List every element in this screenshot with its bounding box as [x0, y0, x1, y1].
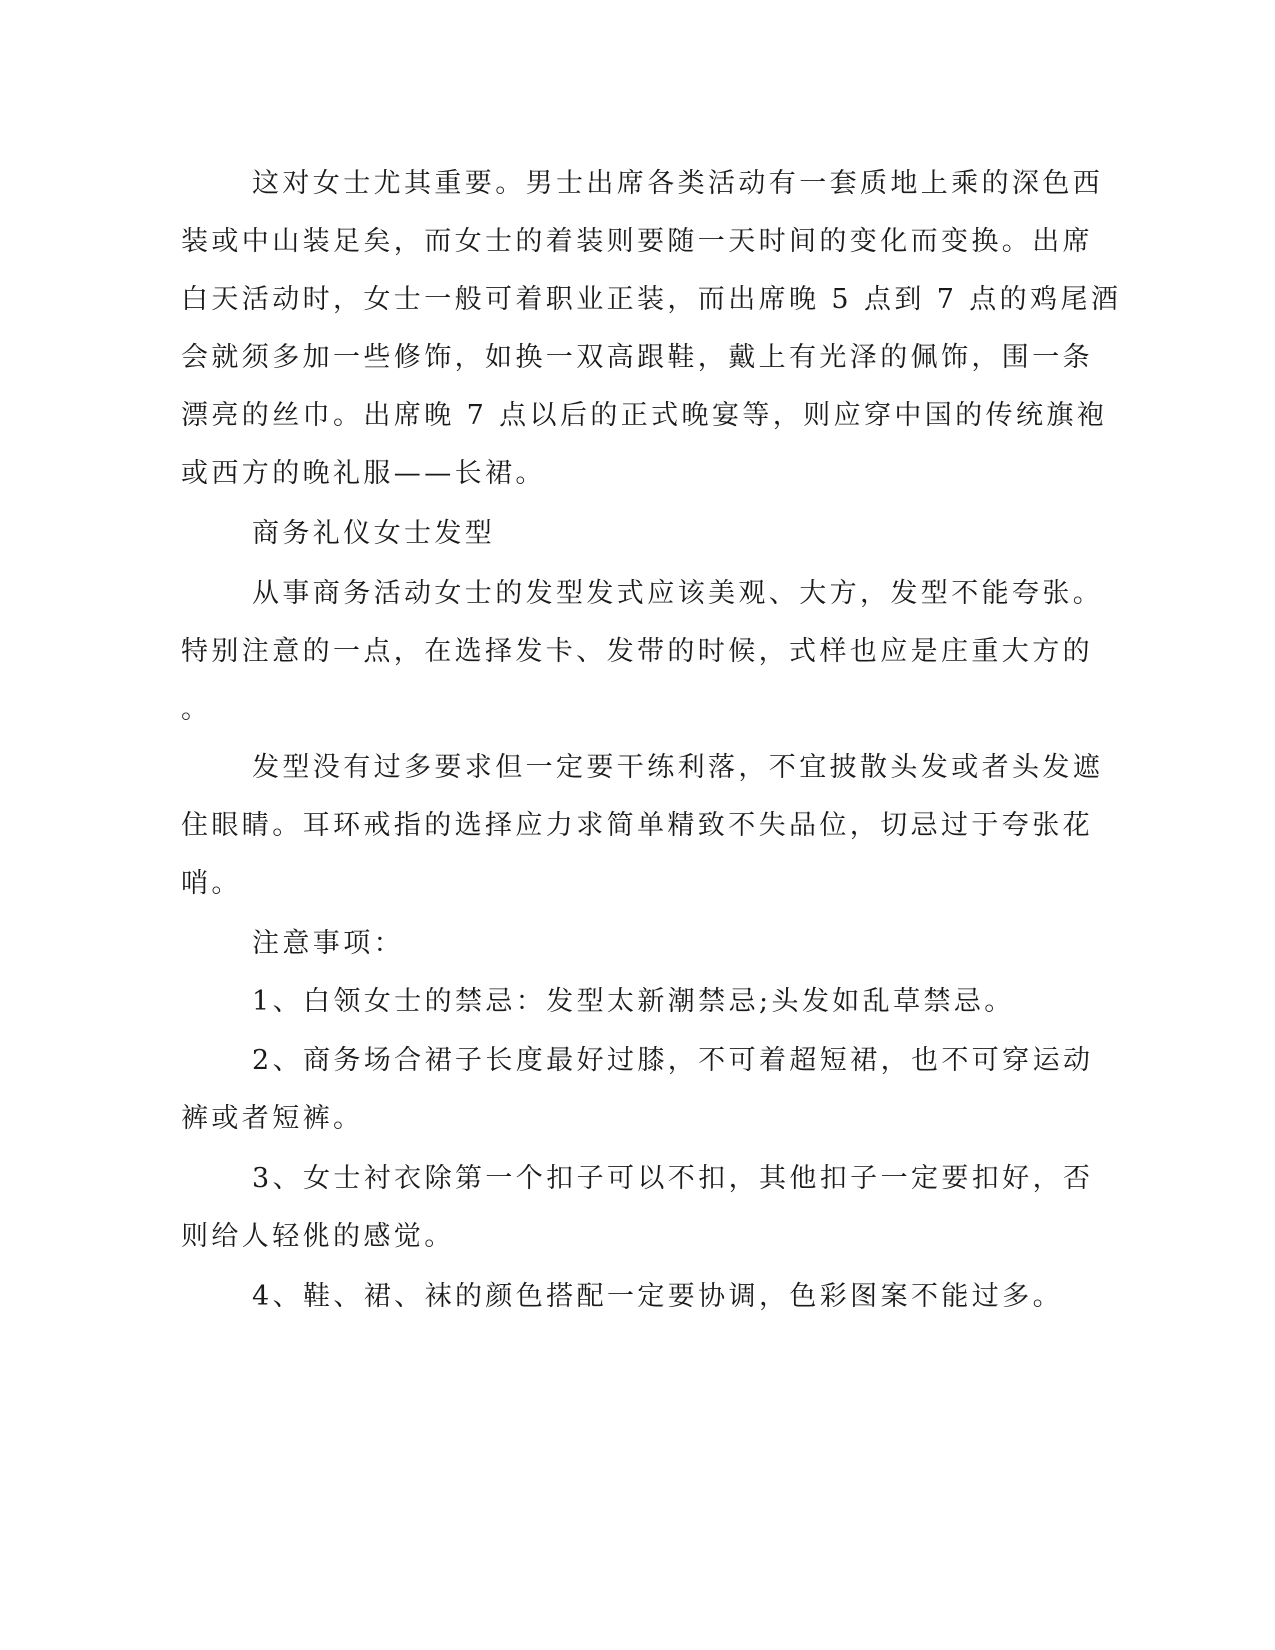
paragraph-line: 哨。: [181, 868, 242, 899]
paragraph-line: 住眼睛。耳环戒指的选择应力求简单精致不失品位，切忌过于夸张花: [181, 810, 1093, 841]
note-item-2-continued: 裤或者短裤。: [181, 1103, 364, 1134]
paragraph-line: 漂亮的丝巾。出席晚 7 点以后的正式晚宴等，则应穿中国的传统旗袍: [181, 400, 1108, 431]
note-item-3: 3、女士衬衣除第一个扣子可以不扣，其他扣子一定要扣好，否: [252, 1163, 1094, 1194]
note-item-2: 2、商务场合裙子长度最好过膝，不可着超短裙，也不可穿运动: [252, 1045, 1094, 1076]
paragraph-line: 或西方的晚礼服——长裙。: [181, 458, 546, 489]
note-item-4: 4、鞋、裙、袜的颜色搭配一定要协调，色彩图案不能过多。: [252, 1281, 1063, 1312]
paragraph-line: 。: [181, 694, 212, 725]
paragraph-line: 这对女士尤其重要。男士出席各类活动有一套质地上乘的深色西: [252, 168, 1104, 199]
paragraph-line: 特别注意的一点，在选择发卡、发带的时候，式样也应是庄重大方的: [181, 636, 1093, 667]
paragraph-line: 发型没有过多要求但一定要干练利落，不宜披散头发或者头发遮: [252, 752, 1104, 783]
paragraph-line: 装或中山装足矣，而女士的着装则要随一天时间的变化而变换。出席: [181, 226, 1093, 257]
notes-title: 注意事项：: [252, 928, 404, 959]
section-heading: 商务礼仪女士发型: [252, 518, 496, 549]
paragraph-line: 从事商务活动女士的发型发式应该美观、大方，发型不能夸张。: [252, 578, 1104, 609]
paragraph-line: 会就须多加一些修饰，如换一双高跟鞋，戴上有光泽的佩饰，围一条: [181, 342, 1093, 373]
note-item-1: 1、白领女士的禁忌：发型太新潮禁忌;头发如乱草禁忌。: [252, 986, 1015, 1017]
note-item-3-continued: 则给人轻佻的感觉。: [181, 1221, 455, 1252]
paragraph-line: 白天活动时，女士一般可着职业正装，而出席晚 5 点到 7 点的鸡尾酒: [181, 284, 1122, 315]
